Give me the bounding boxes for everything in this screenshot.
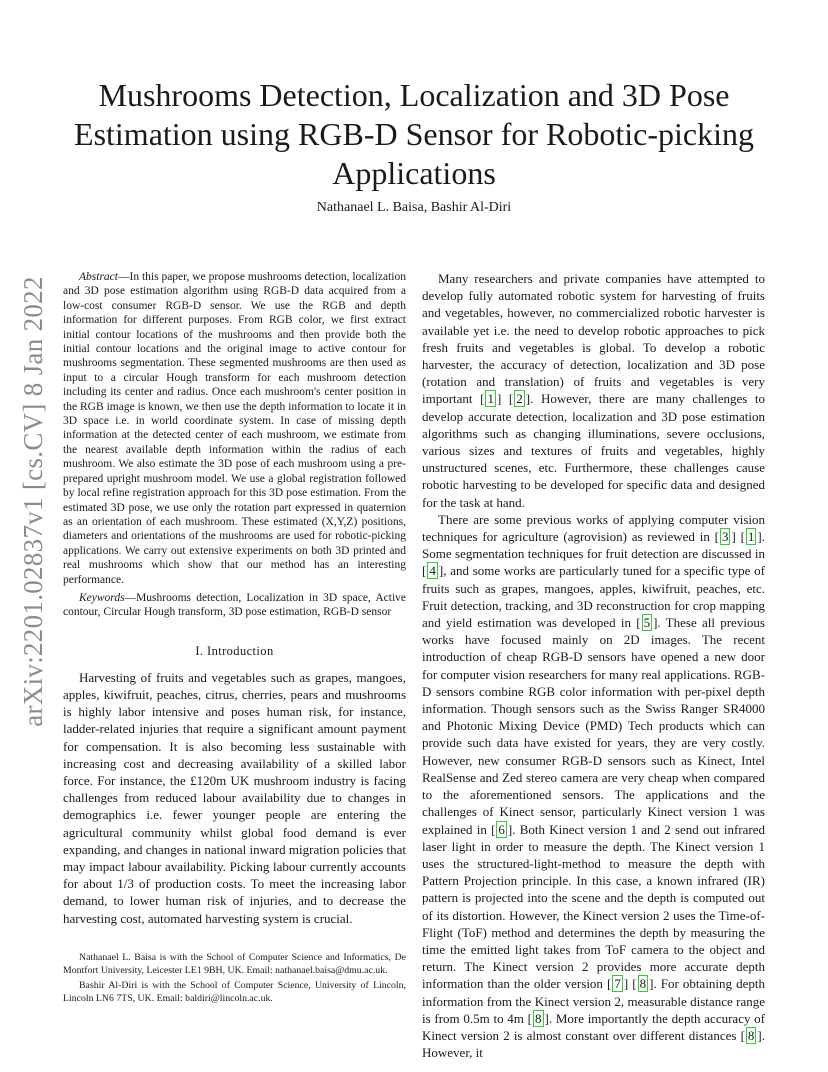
citation-link[interactable]: [ 1 ] — [480, 391, 502, 407]
citation-link[interactable]: [ 5 ] — [636, 615, 658, 631]
citation-number[interactable]: 1 — [487, 391, 494, 407]
author-list: Nathanael L. Baisa, Bashir Al-Diri — [316, 200, 512, 215]
citation-number[interactable]: 8 — [747, 1027, 755, 1043]
text-segment: . However, it — [422, 1027, 765, 1061]
right-column — [422, 270, 765, 1061]
text-segment: . Both Kinect version 1 and 2 send out infrared laser light in order to measure the depth. The Kinect version 1 uses the structured-light-method to measure the depth with Pattern Projection principle. In this case, a known infrared (IR) pattern is projected into the scene and the depth is computed out of its distortion. However, the Kinect version 2 uses the Time-of-Flight (ToF) method and determines the depth by measuring the time the emitted light takes from ToF camera to the object and return. The Kinect version 2 provides more accurate depth information than the older version — [422, 821, 765, 992]
text-segment: . Some segmentation techniques for fruit detection are discussed in — [422, 529, 766, 562]
citation-link[interactable]: [ 2 ] — [508, 391, 531, 407]
citation-number[interactable]: 8 — [639, 976, 647, 992]
citation-link[interactable]: [ 6 ] — [491, 821, 513, 837]
abstract-text: In this paper, we propose mushrooms detection, localization and 3D pose estimation algorithm using RGB-D data acquired from a low-cost consumer RGB-D sensor. We use the RGB and depth information for different purposes. From RGB color, we first extract initial contour locations of the mushrooms and then provide both the initial contour locations and the original image to active contour for mushrooms segmentation. These segmented mushrooms are then used as input to a circular Hough transform for each mushroom detection including its center and radius. Once each mushroom's center position in the RGB image is known, we then use the depth information to locate it in 3D space i.e. in world coordinate system. In case of missing depth information at the detected center of each mushroom, we estimate from the nearest available depth information within the radius of each mushroom. We also estimate the 3D pose of each mushroom using a pre-prepared upright mushroom model. We use a global registration followed by local refine registration approach for this 3D pose estimation. From the estimated 3D pose, we use only the rotation part expressed in quaternion as an orientation of each mushroom. These estimated (X,Y,Z) positions, diameters and orientations of the mushrooms are used for robotic-picking applications. We carry out extensive experiments on both 3D printed and real mushrooms which show that our method has an interesting performance. — [63, 271, 406, 586]
citation-number[interactable]: 8 — [535, 1010, 542, 1026]
citation-number[interactable]: 5 — [643, 615, 651, 631]
intro-paragraph-1: Harvesting of fruits and vegetables such as grapes, mangoes, apples, kiwifruit, peaches, citrus, cherries, pears and mushrooms is highly labor intensive and poses human risk, for instance, ladder-related injuries that require a significant amount payment for compensation. It is also becoming less sustainable with increasing cost and decreasing availability of a skilled labor force. For instance, the £120m UK mushroom industry is facing challenges from reduced labour availability due to changes in demographics i.e. fewer younger people are entering the agricultural community whilst global food demand is ever expanding, and changes in national inward migration policies that may impact labour availability. Picking labour currently accounts for about 1/3 of production costs. To meet the increasing labor demand, to lower human risk of injuries, and to decrease the harvesting cost, automated harvesting system is crucial. — [63, 669, 406, 926]
paper-title: Mushrooms Detection, Localization and 3D Pose Estimation using RGB-D Sensor for Robotic-picking Applications — [74, 77, 754, 191]
citation-link[interactable]: [ 7 ] — [607, 976, 629, 992]
citation-link[interactable]: [ 8 ] — [527, 1010, 549, 1026]
citation-number[interactable]: 7 — [614, 976, 621, 992]
right-paragraph-1 — [422, 270, 765, 511]
citation-link[interactable]: [ 8 ] — [632, 976, 654, 992]
footnote-author-2: Bashir Al-Diri is with the School of Computer Science, University of Lincoln, Lincoln LN6 7TS, UK. Email: baldiri@lincoln.ac.uk. — [63, 980, 406, 1004]
arxiv-identifier-text: arXiv:2201.02837v1 [cs.CV] 8 Jan 2022 — [17, 275, 48, 727]
left-column — [63, 270, 406, 927]
text-segment: Many researchers and private companies have attempted to develop fully automated robotic system for harvesting of fruits and vegetables, however, no commercialized robotic harvester is available yet i.e. the need to develop robotic approaches to pick fresh fruits and vegetables is global. To develop a robotic harvester, the accuracy of detection, localization and 3D pose (rotation and translation) of fruits and vegetables is very important — [422, 271, 765, 407]
text-segment: . For obtaining depth information from the Kinect version 2, measurable distance range is from 0.5m to 4m — [422, 976, 765, 1026]
abstract: Abstract—In this paper, we propose mushrooms detection, localization and 3D pose estimation algorithm using RGB-D data acquired from a low-cost consumer RGB-D sensor. We use the RGB and depth information for different purposes. From RGB color, we first extract initial contour locations of the mushrooms and then provide both the initial contour locations and the original image to active contour for mushrooms segmentation. These segmented mushrooms are then used as input to a circular Hough transform for each mushroom detection including its center and radius. Once each mushroom's center position in the RGB image is known, we then use the depth information to locate it in 3D space i.e. in world coordinate system. In case of missing depth information at the detected center of each mushroom, we estimate from the nearest available depth information within the radius of each mushroom. We also estimate the 3D pose of each mushroom using a pre-prepared upright mushroom model. We use a global registration followed by local refine registration approach for this 3D pose estimation. From the estimated 3D pose, we use only the rotation part expressed in quaternion as an orientation of each mushroom. These estimated (X,Y,Z) positions, diameters and orientations of the mushrooms are used for robotic-picking applications. We carry out extensive experiments on both 3D printed and real mushrooms which show that our method has an interesting performance. — [63, 271, 406, 586]
footnotes — [63, 952, 406, 1005]
text-segment: . More importantly the depth accuracy of Kinect version 2 is almost constant over different distances — [422, 1010, 766, 1043]
citation-number[interactable]: 6 — [498, 821, 505, 837]
text-segment: There are some previous works of applying computer vision techniques for agriculture (agrovision) as reviewed in — [422, 511, 765, 545]
section-heading-introduction: I. Introduction — [195, 643, 274, 658]
citation-link[interactable]: [ 1 ] — [740, 529, 762, 545]
arxiv-identifier — [14, 275, 52, 727]
keywords-text: Mushrooms detection, Localization in 3D space, Active contour, Circular Hough transform, 3D pose estimation, RGB-D sensor — [63, 591, 406, 619]
keywords-label: Keywords — [79, 591, 125, 604]
citation-link[interactable]: [ 8 ] — [740, 1027, 762, 1043]
abstract-label: Abstract — [79, 271, 118, 283]
text-segment: . However, there are many challenges to develop accurate detection, localization and 3D pose estimation algorithms such as changing illuminations, severe occlusions, various sizes and textures of fruits and vegetables, highly unstructured scenes, etc. Furthermore, these challenges cause robotic harvesting to be developed for specific data and designed for the task at hand. — [422, 391, 765, 510]
right-paragraph-2 — [422, 511, 765, 1062]
text-segment: , and some works are particularly tuned for a specific type of fruits such as grapes, mangoes, apples, kiwifruit, peaches, etc. Fruit detection, tracking, and 3D reconstruction for crop mapping and yield estimation was developed in — [422, 563, 765, 631]
citation-number[interactable]: 2 — [516, 391, 523, 407]
citation-link[interactable]: [ 3 ] — [714, 529, 736, 545]
keywords: Keywords—Mushrooms detection, Localization in 3D space, Active contour, Circular Hough transform, 3D pose estimation, RGB-D sensor — [63, 591, 406, 619]
citation-link[interactable]: [ 4 ] — [422, 563, 444, 579]
footnote-author-1: Nathanael L. Baisa is with the School of Computer Science and Informatics, De Montfort University, Leicester LE1 9BH, UK. Email: nathanael.baisa@dmu.ac.uk. — [63, 952, 406, 976]
text-segment: . These all previous works have focused mainly on 2D images. The recent introduction of cheap RGB-D sensors have opened a new door for computer vision researchers for many real applications. RGB-D sensors combine RGB color information with per-pixel depth information. Though sensors such as the Swiss Ranger SR4000 and Photonic Mixing Device (PMD) Tech products which can provide such data have existed for years, they are very costly. However, new consumer RGB-D sensors such as Kinect, Intel RealSense and Zed stereo camera are very cheap when compared to the aforementioned sensors. The applications and the challenges of Kinect sensor, particularly Kinect version 1 was explained in — [422, 615, 765, 837]
citation-number[interactable]: 3 — [721, 529, 729, 545]
citation-number[interactable]: 4 — [429, 563, 436, 579]
citation-number[interactable]: 1 — [747, 529, 755, 545]
